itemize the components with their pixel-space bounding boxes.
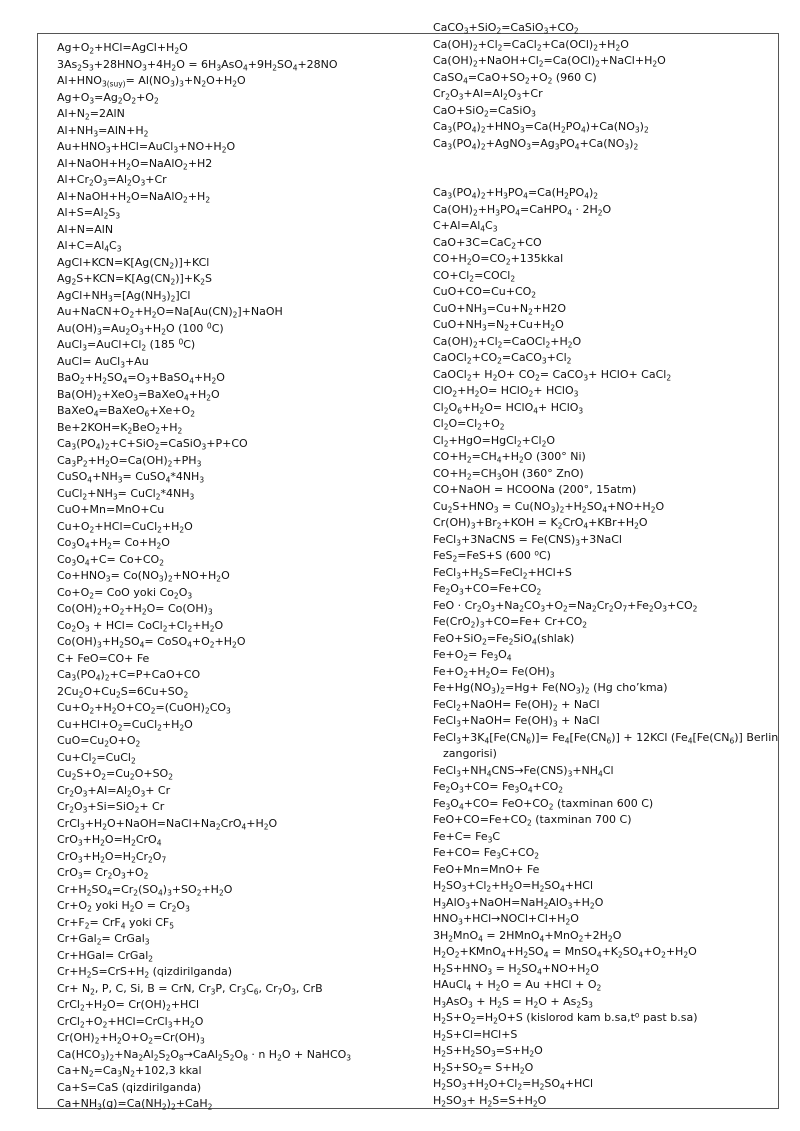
equation-line: $Be+2KOH=K_2BeO_2+H_2$ <box>57 420 183 436</box>
equation-line: $Cr+H_2S=CrS+H_2$ (qizdirilganda) <box>57 965 233 980</box>
equation-line: FeCl$_3$+NaOH= $Fe(OH)_3$ + NaCl <box>433 714 600 729</box>
equation-line: $Fe_2O_3+CO= Fe_3O_4+CO_2$ <box>433 780 563 795</box>
equation-line: $FeCl_3+3K_4[Fe(CN_6)]= Fe_4[Fe(CN_6)] + 12KCl$ ($Fe_4[Fe(CN_6)]$ Berlin <box>433 730 779 746</box>
equation-line: $H_2O_2+KMnO_4+H_2SO_4$ = $MnSO_4+K_2SO_4+O_2+H_2O$ <box>433 945 697 960</box>
equation-line: $Ca_3(PO_4)_2+AgNO_3=Ag_3PO_4+Ca(NO_3)_2$ <box>433 136 639 152</box>
equation-line: $CO+Cl_2=COCl_2$ <box>433 268 516 284</box>
equation-line: $Cr+O_2$ yoki $H_2O = Cr_2O_3$ <box>57 899 190 914</box>
equation-line: Ca+S=CaS (qizdirilganda) <box>57 1080 202 1094</box>
equation-line: $Ca_3(PO_4)_2+C=P+CaO+CO$ <box>57 668 201 683</box>
equation-line: $Al+Cr_2O_3=Al_2O_3+Cr$ <box>57 173 167 188</box>
equation-line: $BaXeO_4=BaXeO_6+Xe+O_2$ <box>57 404 195 419</box>
equation-line: $Al+C=Al_4C_3$ <box>57 239 122 254</box>
equation-line: $Au+NaCN+O_2+H_2O=Na[Au(CN)_2]+NaOH$ <box>57 305 283 320</box>
left-equation-column <box>57 40 417 1113</box>
equation-line: $Fe_2O_3+CO=Fe+CO_2$ <box>433 582 542 597</box>
equation-line: $Cu+O_2+HCl=CuCl_2+H_2O$ <box>57 519 193 535</box>
equation-line: $CuCl_2+NH_3=$ $CuCl_2*4NH_3$ <box>57 486 195 502</box>
equation-line: $Cl_2+HgO=HgCl_2+Cl_2O$ <box>433 433 556 449</box>
equation-line: CuO+Mn=MnO+Cu <box>57 503 165 516</box>
equation-line: $Cr(OH)_3+Br_2+KOH = K_2CrO_4+KBr+H_2O$ <box>433 516 648 531</box>
equation-line: $3As_2S_3+28HNO_3+4H_2O = 6H_3AsO_4+9H_2SO_4+28NO$ <box>57 57 338 73</box>
equation-line: $Cu_2S+O_2=Cu_2O+SO_2$ <box>57 767 173 782</box>
equation-line: $Al+S=Al_2S_3$ <box>57 206 121 221</box>
equation-line: $CaCO_3+SiO_2=CaSiO_3+CO_2$ <box>433 21 579 36</box>
equation-line: $FeCl_3+NH_4CNS\to Fe(CNS)_3+NH_4Cl$ <box>433 763 614 779</box>
equation-line: $Ag+O_3=Ag_2O_2+O_2$ <box>57 90 159 106</box>
equation-line: $Ca(OH)_2+H_3PO_4=CaHPO_4 \cdot 2H_2O$ <box>433 202 612 218</box>
equation-line: Al+N=AlN <box>57 222 114 236</box>
equation-line: $Au+HNO_3+HCl=AuCl_3+NO+H_2O$ <box>57 140 236 155</box>
equation-line: $Ag_2S+KCN=K[Ag(CN_2)]+K_2S$ <box>57 272 212 287</box>
equation-line: $Ag+O_2+HCl=AgCl+H_2O$ <box>57 41 188 56</box>
equation-line: $Co+HNO_3= Co(NO_3)_2+NO+H_2O$ <box>57 569 230 584</box>
equation-line: $Cr+H_2SO_4=Cr_2(SO_4)_3+SO_2+H_2O$ <box>57 882 233 898</box>
equation-line: $CuO+NH_3=N_2+Cu+H_2O$ <box>433 318 564 333</box>
equation-line: $BaO_2+H_2SO_4=O_3+BaSO_4+H_2O$ <box>57 371 225 386</box>
equation-line: FeO · $Cr_2O_3+Na_2CO_3+O_2=Na_2Cr_2O_7+Fe_2O_3+CO_2$ <box>433 598 698 614</box>
equation-line: $Fe+O_2= Fe_3O_4$ <box>433 648 512 663</box>
equation-line: $CaSO_4=CaO+SO_2+O_2$ (960 C) <box>433 70 597 86</box>
equation-line: $Al+NaOH+H_2O=NaAlO_2+H_2$ <box>57 189 211 205</box>
equation-line: $Co+O_2=$ CoO yoki $Co_2O_3$ <box>57 585 193 601</box>
equation-line: $Cr+F_2= CrF_4$ yoki $CF_5$ <box>57 915 174 931</box>
equation-line: $CO+H_2O=CO_2+135kkal$ <box>433 252 564 267</box>
equation-line: $C+Al=Al_4C_3$ <box>433 219 498 234</box>
equation-line: CaOCl$_2$+ $H_2O+ CO_2=$ CaCO$_3$+ HClO+ CaCl$_2$ <box>433 367 672 383</box>
equation-line: $AgCl+KCN=K[Ag(CN_2)]+KCl$ <box>57 255 210 271</box>
equation-line: $Ba(OH)_2+XeO_3=BaXeO_4+H_2O$ <box>57 387 220 403</box>
equation-line: $Cr_2O_3+Si=SiO_2+ Cr$ <box>57 800 165 815</box>
equation-line: $Fe+O_2+H_2O= Fe(OH)_3$ <box>433 664 555 680</box>
equation-line: $Cr+ N_2$, P, C, Si, B = CrN, $Cr_3P$, $Cr_3C_6$, $Cr_7O_3$, CrB <box>57 981 323 997</box>
equation-line: $Cu+O_2+H_2O+CO_2=(CuOH)_2CO_3$ <box>57 701 231 716</box>
equation-line: $CaOCl_2+CO_2=CaCO_3+Cl_2$ <box>433 351 572 366</box>
equation-line: $CO+H_2=CH_3OH$ (360° ZnO) <box>433 466 584 482</box>
equation-line: $H_2SO_3+ H_2S=S+H_2O$ <box>433 1093 547 1109</box>
equation-line: $Ca(HCO_3)_2+Na_2Al_2S_2O_8\to CaAl_2S_2O_8 \cdot n$ $H_2O$ + NaHCO$_3$ <box>57 1047 352 1063</box>
equation-line: $CrCl_2+H_2O= Cr(OH)_2+HCl$ <box>57 998 200 1013</box>
equation-line: FeS$_2$=FeS+S (600 $^o$C) <box>433 548 551 564</box>
equation-line: C+ FeO=CO+ Fe <box>57 651 150 665</box>
equation-line: $Co_2O_3 + HCl=$ $CoCl_2+Cl_2+H_2O$ <box>57 618 224 634</box>
equation-line: Cr+HGal= CrGal$_2$ <box>57 948 154 964</box>
equation-line: $Ca+N_2=Ca_3N_2+102,3$ kkal <box>57 1064 202 1079</box>
equation-line: $CrO_3+H_2O=H_2Cr_2O_7$ <box>57 849 167 865</box>
equation-line: $Ca_3(PO_4)_2+HNO_3=Ca(H_2PO_4)+Ca(NO_3)_2$ <box>433 120 649 135</box>
equation-line: $Co_3O_4+H_2= Co+H_2O$ <box>57 536 170 551</box>
equation-line <box>433 152 778 169</box>
equation-line: zangorisi) <box>443 747 497 760</box>
equation-line: $AuCl_3=AuCl+Cl_2$ (185 $^0$C) <box>57 337 196 353</box>
equation-line: $H_2S+SO_2= S+H_2O$ <box>433 1060 534 1076</box>
equation-line: $CrO_3= Cr_2O_3+O_2$ <box>57 866 149 881</box>
equation-line: $Co(OH)_2+O_2+H_2O= Co(OH)_3$ <box>57 602 213 617</box>
equation-line: $AgCl+NH_3=[Ag(NH_3)_2]Cl$ <box>57 288 191 304</box>
equation-line: CaO+SiO$_2$=CaSiO$_3$ <box>433 103 536 119</box>
equation-line: $Ca_3P_2+H_2O=Ca(OH)_2+PH_3$ <box>57 453 202 469</box>
right-equation-column <box>433 20 778 1109</box>
equation-line <box>433 169 778 186</box>
equation-line: $FeCl_3+H_2S=FeCl_2+HCl+S$ <box>433 565 572 581</box>
equation-line: $Fe+CO= Fe_3C+CO_2$ <box>433 846 540 861</box>
equation-line: $Fe+Hg(NO_3)_2=Hg+ Fe(NO_3)_2$ (Hg cho’kma) <box>433 681 668 696</box>
equation-line: $Cu+Cl_2=CuCl_2$ <box>57 750 136 766</box>
equation-line: $Ca(OH)_2+Cl_2=CaCl_2+Ca(OCl)_2+H_2O$ <box>433 37 629 53</box>
equation-line: $Cr(OH)_2+H_2O+O_2=Cr(OH)_3$ <box>57 1031 205 1046</box>
equation-line: $H_2SO_3+Cl_2+H_2O=H_2SO_4+HCl$ <box>433 879 594 894</box>
equation-line: AuCl= AuCl$_3$+Au <box>57 354 149 370</box>
equation-line: $H_2S+H_2SO_3=S+H_2O$ <box>433 1044 543 1059</box>
equation-line: $Fe(CrO_2)_3+CO=Fe+ Cr+CO_2$ <box>433 615 587 630</box>
equation-line: $FeO+SiO_2=Fe_2SiO_4(shlak)$ <box>433 631 575 647</box>
equation-line: $2Cu_2O+Cu_2S=6Cu+SO_2$ <box>57 684 189 700</box>
equation-line: FeCl$_3$+3NaCNS = $Fe(CNS)_3+3NaCl$ <box>433 532 622 548</box>
equation-line: $HNO_3+HCl\to NOCl+Cl+H_2O$ <box>433 912 579 927</box>
equation-line: $Cr_2O_3+Al=Al_2O_3+ Cr$ <box>57 783 171 799</box>
equation-line: $CuO+CO=Cu+CO_2$ <box>433 285 537 300</box>
equation-line: $Ca_3(PO_4)_2+H_3PO_4=Ca(H_2PO_4)_2$ <box>433 186 599 201</box>
equation-line: $Co_3O_4+C= Co+CO_2$ <box>57 552 164 568</box>
equation-line: $Cu_2S+HNO_3 = Cu(NO_3)_2+H_2SO_4+NO+H_2O$ <box>433 499 665 515</box>
equation-line: CaO+3C=CaC$_2$+CO <box>433 235 542 251</box>
equation-line: $3H_2MnO_4$ = $2HMnO_4+MnO_2+2H_2O$ <box>433 928 622 944</box>
equation-line: $Ca_3(PO_4)_2+C+SiO_2=CaSiO_3+P+CO$ <box>57 437 248 452</box>
equation-line: $Cr_2O_3+Al=Al_2O_3+Cr$ <box>433 87 543 102</box>
equation-line: $H_2S+HNO_3 = H_2SO_4+NO+H_2O$ <box>433 961 599 977</box>
equation-line: $Fe_3O_4+CO= FeO+CO_2$ (taxminan 600 C) <box>433 796 654 812</box>
equation-line: $Au(OH)_3=Au_2O_3+H_2O$ (100 $^0$C) <box>57 321 224 337</box>
equation-line: $Ca(OH)_2+NaOH+Cl_2=Ca(OCl)_2+NaCl+H_2O$ <box>433 54 666 69</box>
equation-line: $Ca(OH)_2+Cl_2=CaOCl_2+H_2O$ <box>433 334 582 350</box>
equation-line: $H_3AsO_3 + H_2S = H_2O + As_2S_3$ <box>433 994 593 1010</box>
equation-line: $H_3AlO_3+NaOH=NaH_2AlO_3+H_2O$ <box>433 895 604 911</box>
equation-line: $CuO=Cu_2O+O_2$ <box>57 734 141 749</box>
equation-line: $H_2S+Cl=HCl+S$ <box>433 1027 518 1043</box>
equation-line: $FeO+CO=Fe+CO_2$ (taxminan 700 C) <box>433 813 632 828</box>
equation-line: $CuSO_4+NH_3=$ $CuSO_4*4NH_3$ <box>57 470 205 485</box>
equation-line: $CrCl_2+O_2+HCl=CrCl_3+H_2O$ <box>57 1014 204 1030</box>
equation-line: $CrO_3+H_2O=H_2CrO_4$ <box>57 833 162 848</box>
equation-line: $Ca+NH_3(g)=Ca(NH_2)_2+CaH_2$ <box>57 1097 213 1112</box>
equation-line: $CuO+NH_3=Cu+N_2+H2O$ <box>433 301 567 317</box>
equation-line: $Al+N_2=2AlN$ <box>57 107 125 122</box>
equation-line: FeO+Mn=MnO+ Fe <box>433 862 540 876</box>
equation-line: $Al+NaOH+H_2O=NaAlO_2+H2$ <box>57 156 213 172</box>
equation-line: HAuCl$_4$ + $H_2O = Au +HCl + O_2$ <box>433 978 602 993</box>
equation-line: $CrCl_3+H_2O+NaOH=NaCl+Na_2CrO_4+H_2O$ <box>57 816 278 832</box>
equation-line: $Cl_2O=Cl_2+O_2$ <box>433 417 505 432</box>
equation-line: $ClO_2+H_2O=$ HClO$_2$+ HClO$_3$ <box>433 384 579 399</box>
equation-line: $CO+H_2=CH_4+H_2O$ (300° Ni) <box>433 450 586 465</box>
equation-line: $Al+NH_3=AlN+H_2$ <box>57 123 149 139</box>
equation-line: FeCl$_2$+NaOH= $Fe(OH)_2$ + NaCl <box>433 697 600 713</box>
equation-line: $Cu+HCl+O_2=CuCl_2+H_2O$ <box>57 717 193 733</box>
equation-line: $Cl_2O_6+H_2O=$ HClO$_4$+ HClO$_3$ <box>433 400 584 416</box>
equation-line: $Fe+C= Fe_3C$ <box>433 829 501 845</box>
equation-line: $H_2SO_3+H_2O+Cl_2=H_2SO_4+HCl$ <box>433 1077 594 1092</box>
equation-line: Cr+Gal$_2$= CrGal$_3$ <box>57 932 150 947</box>
equation-line: $Co(OH)_3+H_2SO_4=$ $CoSO_4+O_2+H_2O$ <box>57 635 246 650</box>
equation-line: $Al+HNO_{3(suy)}= Al(NO_3)_3+N_2O+H_2O$ <box>57 74 246 89</box>
equation-line: $H_2S+O_2=H_2O+S$ (kislorod kam $b.sa,t^o$ past b.sa) <box>433 1010 698 1026</box>
equation-line: CO+NaOH = HCOONa (200°, 15atm) <box>433 483 637 496</box>
